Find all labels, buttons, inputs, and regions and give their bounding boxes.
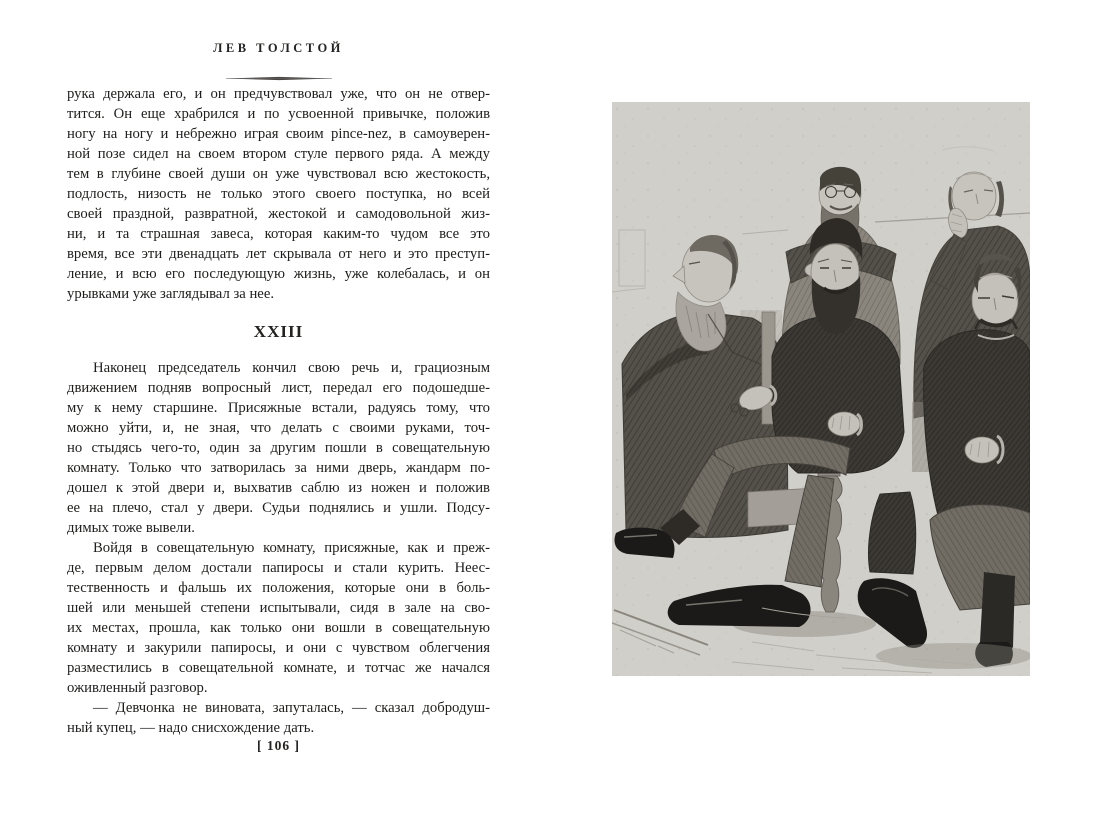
chapter-heading: XXIII bbox=[253, 322, 304, 341]
text-line: комнату и закурили папиросы, и они с чувством облегчения bbox=[67, 640, 490, 656]
book-illustration bbox=[612, 102, 1030, 676]
text-line: Войдя в совещательную комнату, присяжные, как и преж- bbox=[93, 540, 490, 556]
text-line: Наконец председатель кончил свою речь и, грациозным bbox=[93, 360, 490, 376]
text-line: оживленный разговор. bbox=[67, 680, 208, 696]
text-line: тественность и фальшь их положения, которые они в боль- bbox=[67, 580, 490, 596]
text-line: их местах, прошла, как только они вошли в совещательную bbox=[67, 620, 490, 636]
page-number: [ 106 ] bbox=[257, 738, 300, 753]
text-line: димых тоже вывели. bbox=[67, 520, 195, 536]
text-line: движением подняв вопросный лист, передал его подошедше- bbox=[67, 380, 490, 396]
text-line: ее на плечо, стал у двери. Судьи поднялись и ушли. Подсу- bbox=[67, 500, 490, 516]
text-line: ный купец, — надо снисхождение дать. bbox=[67, 720, 315, 736]
text-line: ногу на ногу и небрежно играя своим pince-nez, в самоуверен- bbox=[67, 126, 490, 142]
text-line: шей или меньшей степени испытывали, сидя в зале на сво- bbox=[67, 600, 490, 616]
text-line: ни, и та страшная завеса, которая каким-то чудом все это bbox=[67, 226, 490, 242]
text-line: подлость, низость не только этого своего поступка, но всей bbox=[67, 186, 490, 202]
text-line: можно уйти, и, не зная, что делать с своими руками, точ- bbox=[67, 420, 490, 436]
paragraph bbox=[67, 698, 490, 738]
text-line: ление, и всю его последующую жизнь, уже колебалась, и он bbox=[67, 266, 490, 282]
text-line: разместились в совещательной комнате, и тотчас же начался bbox=[67, 660, 490, 676]
jury-sketch-illustration bbox=[612, 102, 1030, 676]
text-line: тем в глубине своей души он уже чувствовал всю жестокость, bbox=[67, 166, 490, 182]
paragraph bbox=[67, 84, 490, 304]
text-line: тится. Он еще храбрился и по усвоенной привычке, положив bbox=[67, 106, 490, 122]
text-line: время, все эти двенадцать лет скрывала от него и это преступ- bbox=[67, 246, 490, 262]
text-line: — Девчонка не виновата, запуталась, — сказал добродуш- bbox=[93, 700, 490, 716]
text-line: му к нему старшине. Присяжные встали, радуясь тому, что bbox=[67, 400, 490, 416]
paragraph bbox=[67, 538, 490, 698]
body-text bbox=[67, 84, 490, 738]
running-header: ЛЕВ ТОЛСТОЙ bbox=[213, 41, 344, 55]
text-line: де, первым делом достали папиросы и стали курить. Неес- bbox=[67, 560, 490, 576]
text-line: дошел к этой двери и, выхватив саблю из ножен и положив bbox=[67, 480, 490, 496]
text-line: урывками уже заглядывал за нее. bbox=[67, 286, 275, 302]
text-line: рука держала его, и он предчувствовал уже, что он не отвер- bbox=[67, 86, 490, 102]
text-line: ной позе сидел на своем втором стуле первого ряда. А между bbox=[67, 146, 490, 162]
text-line: комнату. Только что затворилась за ними дверь, жандарм по- bbox=[67, 460, 490, 476]
paragraph bbox=[67, 358, 490, 538]
text-line: но стыдясь чего-то, один за другим пошли в совещательную bbox=[67, 440, 490, 456]
text-line: своей праздной, развратной, жестокой и самодовольной жиз- bbox=[67, 206, 490, 222]
